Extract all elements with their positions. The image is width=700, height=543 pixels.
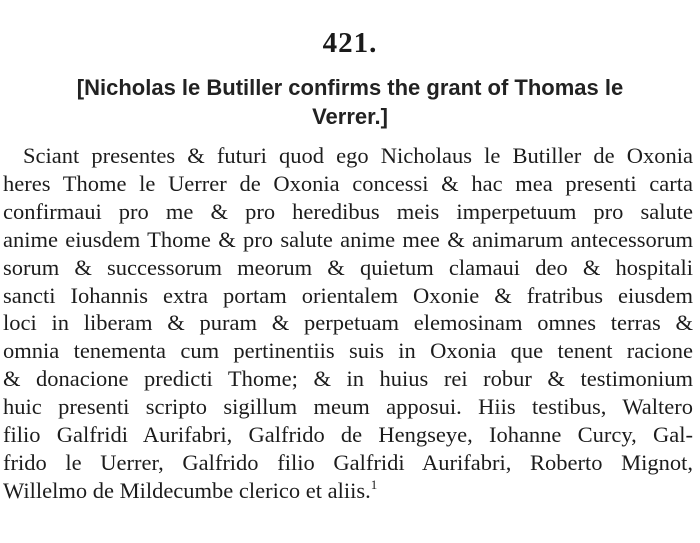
body-line-3: confirmaui pro me & pro heredibus meis imperpetuum pro salute xyxy=(3,198,693,224)
body-line-11: filio Galfridi Aurifabri, Galfrido de Hengseye, Iohanne Curcy, Gal- xyxy=(3,422,693,448)
body-line-4: anime eiusdem Thome & pro salute anime mee & animarum antecessorum xyxy=(3,226,693,252)
body-line-5: sorum & successorum meorum & quietum clamaui deo & hospitali xyxy=(3,254,693,280)
body-line-13 xyxy=(3,477,693,505)
heading-line-1: [Nicholas le Butiller confirms the grant of Thomas le xyxy=(76,75,624,100)
heading-line-2: Verrer.] xyxy=(312,104,388,129)
body-line-12: frido le Uerrer, Galfrido filio Galfridi Aurifabri, Roberto Mignot, xyxy=(3,449,693,475)
charter-body xyxy=(3,142,693,505)
body-line-8: omnia tenementa cum pertinentiis suis in Oxonia que tenent racione xyxy=(3,338,693,364)
body-line-10: huic presenti scripto sigillum meum apposui. Hiis testibus, Waltero xyxy=(3,394,693,420)
body-line-9: & donacione predicti Thome; & in huius rei robur & testimonium xyxy=(3,366,693,392)
body-line-13-text: Willelmo de Mildecumbe clerico et aliis. xyxy=(3,477,371,503)
footnote-marker[interactable]: 1 xyxy=(370,476,378,492)
body-line-7: loci in liberam & puram & perpetuam elemosinam omnes terras & xyxy=(3,310,693,336)
body-line-1: Sciant presentes & futuri quod ego Nicholaus le Butiller de Oxonia xyxy=(23,143,693,168)
charter-number: 421. xyxy=(322,27,378,59)
charter-heading xyxy=(0,73,700,131)
body-line-2: heres Thome le Uerrer de Oxonia concessi & hac mea presenti carta xyxy=(3,170,693,196)
body-line-6: sancti Iohannis extra portam orientalem Oxonie & fratribus eiusdem xyxy=(3,282,693,308)
